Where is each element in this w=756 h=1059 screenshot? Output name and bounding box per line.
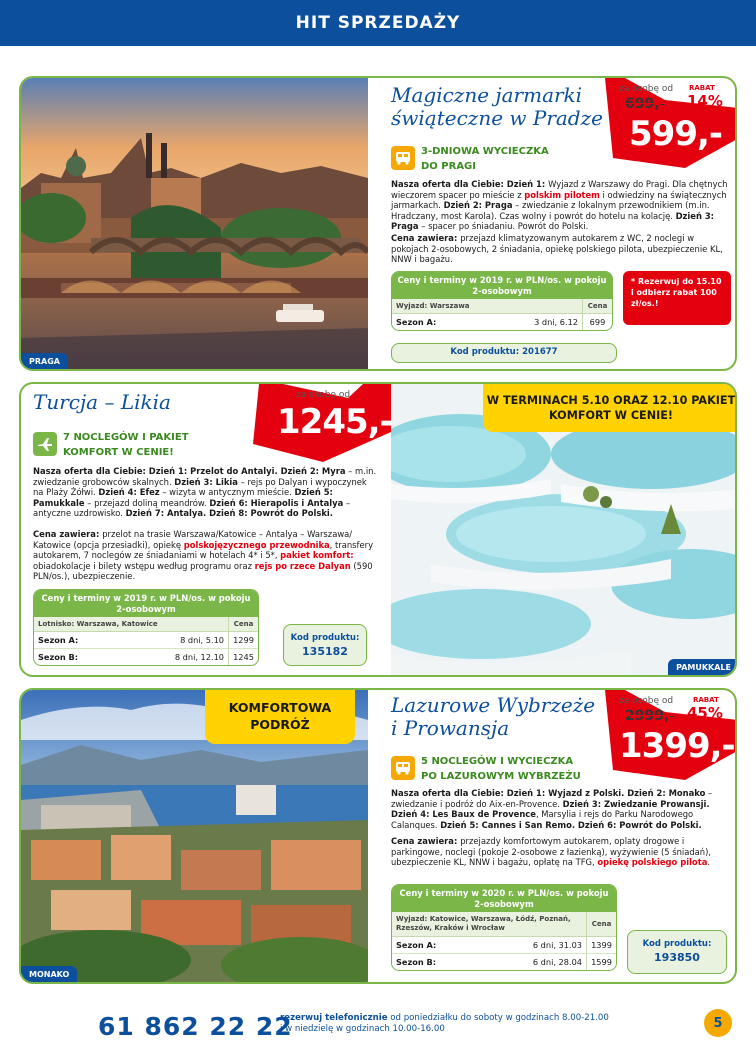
booking-hours <box>280 1013 609 1035</box>
term: 8 dni, 5.10 <box>180 635 224 645</box>
offer-description <box>33 466 377 519</box>
offer-card-riviera[interactable] <box>19 688 737 984</box>
highlight-text: pakiet komfort: <box>280 550 354 561</box>
table-row <box>392 954 616 970</box>
bold-text: Dzień 6: Hierapolis i Antalya <box>209 497 344 508</box>
photo-caption: MONAKO <box>21 966 77 982</box>
product-code-label: Kod produktu: <box>450 347 520 357</box>
footer <box>0 1000 756 1059</box>
body-text: i odwiedziny na świątecznych jarmarkach. <box>391 189 727 211</box>
column-header: Cena <box>586 912 616 936</box>
highlight-text: polskojęzycznego przewodnika <box>183 539 330 550</box>
promo-badge: * Rezerwuj do 15.10 i odbierz rabat 100 zł/os.! <box>623 271 731 325</box>
tour-line: 3-DNIOWA WYCIECZKA <box>421 146 549 157</box>
body-text: przejazd klimatyzowanym autokarem z WC, 2 noclegi w pokojach 2-osobowych, 2 śniadania, opiekę polskiego pilota, ubezpieczenie KL, NNW i bagażu. <box>391 233 723 265</box>
term: 6 dni, 28.04 <box>532 957 582 967</box>
body-text: – wizyta w antycznym mieście. <box>159 487 295 498</box>
body-text: – rejs po Dalyan i wypoczynek na Plaży Żółwi. <box>33 476 367 498</box>
price: 1245,- <box>277 402 393 442</box>
offer-card-turkey[interactable] <box>19 382 737 677</box>
offer-description <box>391 788 731 830</box>
tour-line: PO LAZUROWYM WYBRZEŻU <box>421 771 581 782</box>
price-table-title: Ceny i terminy w 2020 r. w PLN/os. w pokoju 2-osobowym <box>392 885 616 912</box>
price-table-title: Ceny i terminy w 2019 r. w PLN/os. w pokoju 2-osobowym <box>34 590 258 617</box>
tour-line: 5 NOCLEGÓW I WYCIECZKA <box>421 756 574 767</box>
bold-text: Cena zawiera: <box>391 836 461 846</box>
old-price: 699,- <box>625 96 666 112</box>
body-text: – przejazd doliną meandrów. <box>84 497 210 508</box>
komfort-banner: W TERMINACH 5.10 ORAZ 12.10 PAKIET KOMFORT W CENIE! <box>483 384 737 432</box>
body-text: przelot na trasie Warszawa/Katowice – Antalya – Warszawa/ Katowice (opcja przesiadki), opiekę <box>33 529 353 550</box>
price-table-title: Ceny i terminy w 2019 r. w PLN/os. w pokoju 2-osobowym <box>392 272 612 299</box>
column-header: Cena <box>582 299 612 313</box>
body-text: przejazdy komfortowym autokarem, oplaty drogowe i parkingowe, noclegi (pokoje 2-osobowe z łazienką), wyżywienie (5 śniadań), ubezpieczenie KL, NNW i bagażu, opłatę na TFG, <box>391 836 712 868</box>
row-price: 1599 <box>586 954 616 970</box>
price: 1399,- <box>619 726 735 766</box>
phone-number[interactable]: 61 862 22 22 <box>98 1012 293 1041</box>
discount-value: 45% <box>687 704 723 722</box>
hours-weekdays: od poniedziałku do soboty w godzinach 8.00-21.00 <box>387 1013 609 1023</box>
offer-description <box>391 179 731 232</box>
row-price: 699 <box>582 314 612 330</box>
offer-title <box>391 84 603 130</box>
body-text: – zwiedzanie i podróż do Aix-en-Provence. <box>391 788 713 809</box>
body-text: obiadokolacje i bilety wstępu według programu oraz <box>33 560 255 571</box>
tour-heading <box>33 430 189 460</box>
photo-caption: PRAGA <box>21 353 68 369</box>
column-header: Wyjazd: Warszawa <box>396 302 470 310</box>
bold-text: Dzień 3: Likia <box>174 476 238 487</box>
season-label: Sezon B: <box>396 957 437 967</box>
row-price: 1299 <box>228 632 258 648</box>
product-code-label: Kod produktu: <box>290 633 360 643</box>
table-row <box>392 937 616 954</box>
bold-text: Dzień 5: Pamukkale <box>33 487 333 508</box>
discount-label: RABAT <box>689 84 715 92</box>
highlight-text: polskim pilotem <box>524 189 600 200</box>
per-person-label: za osobę od <box>619 696 674 706</box>
bold-text: Dzień 4: Efez <box>98 487 160 498</box>
bold-text: Nasza oferta dla Ciebie: Dzień 1: Wyjazd z Polski. Dzień 2: Monako <box>391 788 706 798</box>
per-person-label: za osobę od <box>296 390 351 400</box>
product-code-box <box>283 624 367 666</box>
prague-photo <box>21 78 368 369</box>
discount-label: RABAT <box>693 696 719 704</box>
product-code: 135182 <box>302 645 348 658</box>
offer-title-line: Lazurowe Wybrzeże <box>391 693 596 717</box>
bus-icon <box>391 146 415 170</box>
term: 6 dni, 31.03 <box>532 940 582 950</box>
offer-title <box>33 391 171 414</box>
offer-title-line: Turcja – Likia <box>33 390 171 414</box>
body-text: , transfery autokarem, 7 noclegów ze śniadaniami w hotelach 4* i 5*, <box>33 539 374 561</box>
season-label: Sezon A: <box>396 940 437 950</box>
offer-card-prague[interactable] <box>19 76 737 371</box>
price-table-header <box>392 912 616 937</box>
body-text: . <box>707 857 711 868</box>
body-text: – antyczne uzdrowisko. <box>33 497 351 519</box>
body-text: – m.in. zwiedzanie grobowców skalnych. <box>33 466 377 487</box>
offer-title-line: i Prowansja <box>391 716 510 740</box>
page-title: HIT SPRZEDAŻY <box>295 13 461 33</box>
price-includes <box>391 836 731 868</box>
bus-icon <box>391 756 415 780</box>
bold-text: Dzień 3: Zwiedzanie Prowansji. Dzień 4: Les Baux de Provence <box>391 798 710 820</box>
old-price: 2999,- <box>625 708 676 724</box>
column-header: Cena <box>228 617 258 631</box>
term: 3 dni, 6.12 <box>534 317 578 327</box>
tour-heading <box>391 754 581 784</box>
hours-sunday: i w niedzielę w godzinach 10.00-16.00 <box>280 1024 445 1034</box>
tour-line: DO PRAGI <box>421 161 476 172</box>
tour-heading <box>391 144 549 174</box>
offer-title <box>391 694 595 740</box>
season-label: Sezon A: <box>38 635 79 645</box>
offer-title-line: Magiczne jarmarki <box>391 83 583 107</box>
tour-line: KOMFORT W CENIE! <box>63 447 174 458</box>
bold-text: Nasza oferta dla Ciebie: Dzień 1: <box>391 179 549 189</box>
page-header <box>0 0 756 46</box>
product-code: 193850 <box>654 951 700 964</box>
price-table-header <box>392 299 612 314</box>
season-label: Sezon B: <box>38 652 79 662</box>
table-row <box>34 649 258 665</box>
body-text: Wyjazd z Warszawy do Pragi. Dla chętnych wieczorem spacer po mieście z <box>391 179 728 200</box>
product-code-box <box>627 930 727 974</box>
price-includes <box>33 529 377 582</box>
discount-value: 14% <box>687 92 723 110</box>
tour-line: 7 NOCLEGÓW I PAKIET <box>63 432 189 443</box>
body-text: (590 PLN/os.), ubezpieczenie. <box>33 560 373 582</box>
body-text: , Marsylia i rejs do Parku Narodowego Calanques. <box>391 809 694 830</box>
row-price: 1245 <box>228 649 258 665</box>
page-number: 5 <box>704 1009 732 1037</box>
price-table-header <box>34 617 258 632</box>
bold-text: Dzień 5: Cannes i San Remo. Dzień 6: Powrót do Polski. <box>440 819 702 830</box>
table-row <box>34 632 258 649</box>
table-row <box>392 314 612 330</box>
term: 8 dni, 12.10 <box>174 652 224 662</box>
product-code: 201677 <box>522 347 558 357</box>
offer-title-line: świąteczne w Pradze <box>391 106 603 130</box>
per-person-label: za osobę od <box>619 84 674 94</box>
column-header: Wyjazd: Katowice, Warszawa, Łódź, Poznań, Rzeszów, Kraków i Wrocław <box>396 915 571 932</box>
price-includes <box>391 233 731 265</box>
bold-text: Nasza oferta dla Ciebie: Dzień 1: Przelot do Antalyi. Dzień 2: Myra <box>33 466 346 476</box>
highlight-text: opiekę polskiego pilota <box>597 857 708 868</box>
price-table <box>391 884 617 971</box>
bold-text: Dzień 3: Praga <box>391 210 714 232</box>
body-text: – spacer po śniadaniu. Powrót do Polski. <box>418 221 589 232</box>
photo-caption: PAMUKKALE <box>668 659 737 675</box>
price-table <box>391 271 613 331</box>
komfort-banner: KOMFORTOWA PODRÓŻ <box>205 690 355 744</box>
product-code-label: Kod produktu: <box>642 939 712 949</box>
price: 599,- <box>629 114 722 154</box>
price-table <box>33 589 259 666</box>
highlight-text: rejs po rzece Dalyan <box>254 560 351 571</box>
season-label: Sezon A: <box>396 317 437 327</box>
bold-text: Dzień 2: Praga <box>443 200 513 211</box>
product-code-box <box>391 343 617 363</box>
bold-text: Dzień 7: Antalya. Dzień 8: Powrót do Polski. <box>125 508 333 519</box>
body-text: – zwiedzanie z lokalnym przewodnikiem (m.in. Hradczany, most Karola). Czas wolny i powrót do hotelu na kolację. <box>391 200 710 221</box>
booking-label: rezerwuj telefonicznie <box>280 1013 388 1023</box>
column-header: Lotnisko: Warszawa, Katowice <box>38 620 158 628</box>
plane-icon <box>33 432 57 456</box>
bold-text: Cena zawiera: <box>391 233 461 243</box>
bold-text: Cena zawiera: <box>33 529 103 539</box>
row-price: 1399 <box>586 937 616 953</box>
